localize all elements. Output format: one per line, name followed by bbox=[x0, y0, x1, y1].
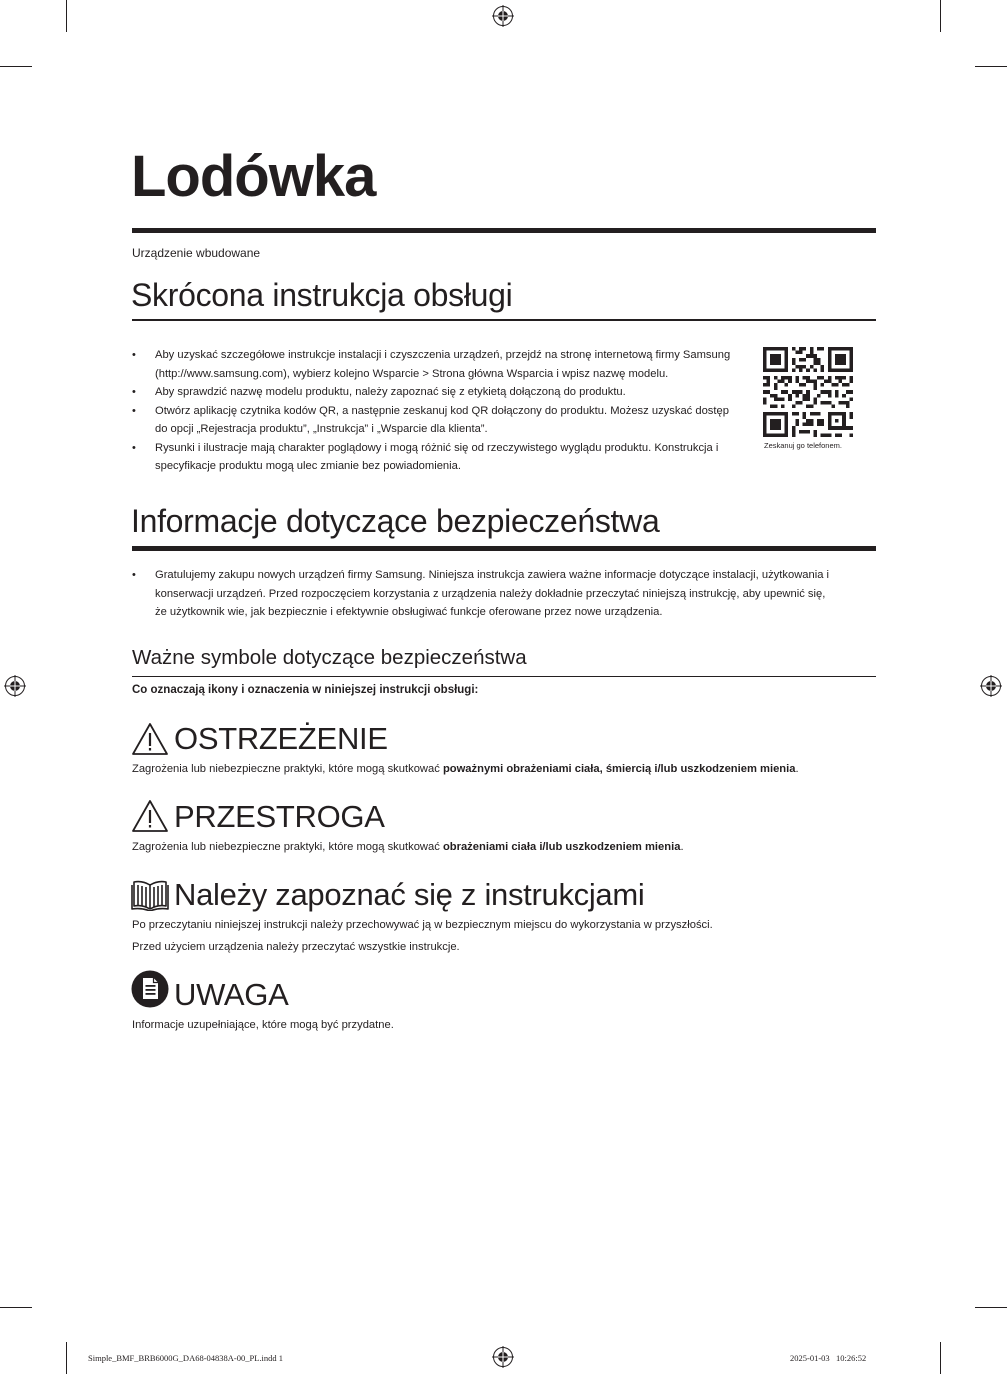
symbols-heading: Ważne symbole dotyczące bezpieczeństwa bbox=[132, 646, 527, 669]
list-item: • Otwórz aplikację czytnika kodów QR, a następnie zeskanuj kod QR dołączony do produktu. Możesz uzyskać dostęp do opcji „Rejestracja produktu”, „Instrukcja” i „Wsparcie dla klienta”. bbox=[132, 402, 738, 439]
page-subtitle: Urządzenie wbudowane bbox=[132, 246, 261, 260]
book-icon bbox=[131, 879, 169, 911]
crop-mark bbox=[940, 1342, 941, 1374]
note-icon bbox=[131, 970, 169, 1008]
warning-triangle-icon bbox=[131, 799, 169, 833]
registration-mark-icon bbox=[4, 675, 26, 697]
warning-triangle-icon bbox=[131, 722, 169, 756]
footer-filename: Simple_BMF_BRB6000G_DA68-04838A-00_PL.indd 1 bbox=[88, 1353, 284, 1363]
crop-mark bbox=[940, 0, 941, 32]
list-item: • Gratulujemy zakupu nowych urządzeń firmy Samsung. Niniejsza instrukcja zawiera ważne informacje dotyczące instalacji, użytkowania i konserwacji urządzeń. Przed rozpoczęciem korzystania z urządzenia należy dokładnie przeczytać niniejszą instrukcję, aby upewnić się, że użytkownik wie, jak bezpiecznie i efektywnie obsługiwać funkcje oferowane przez nowe urządzenia. bbox=[132, 566, 832, 622]
crop-mark bbox=[66, 1342, 67, 1374]
symbols-divider bbox=[132, 676, 876, 677]
qr-code-icon bbox=[763, 347, 853, 437]
qr-caption: Zeskanuj go telefonem. bbox=[764, 441, 842, 450]
footer-timestamp: 2025-01-03 10:26:52 bbox=[790, 1353, 867, 1363]
read-instructions-line-2: Przed użyciem urządzenia należy przeczytać wszystkie instrukcje. bbox=[132, 941, 460, 953]
title-divider bbox=[132, 228, 876, 233]
symbols-intro: Co oznaczają ikony i oznaczenia w niniejszej instrukcji obsługi: bbox=[132, 684, 479, 696]
read-instructions-title: Należy zapoznać się z instrukcjami bbox=[174, 877, 645, 912]
warning-title: OSTRZEŻENIE bbox=[174, 721, 388, 756]
caution-text-bold: obrażeniami ciała i/lub uszkodzeniem mienia bbox=[442, 841, 681, 853]
registration-mark-icon bbox=[492, 1346, 514, 1368]
warning-text: Zagrożenia lub niebezpieczne praktyki, które mogą skutkować bbox=[132, 763, 443, 775]
note-description: Informacje uzupełniające, które mogą być przydatne. bbox=[132, 1019, 394, 1031]
crop-mark bbox=[0, 1307, 32, 1308]
caution-title: PRZESTROGA bbox=[174, 799, 385, 834]
crop-mark bbox=[975, 66, 1007, 67]
list-item: • Aby sprawdzić nazwę modelu produktu, należy zapoznać się z etykietą dołączoną do produktu. bbox=[132, 383, 738, 402]
safety-divider bbox=[132, 546, 876, 551]
caution-description bbox=[132, 841, 684, 853]
warning-text-end: . bbox=[795, 763, 799, 775]
read-instructions-line-1: Po przeczytaniu niniejszej instrukcji należy przechowywać ją w bezpiecznym miejscu do wykorzystania w przyszłości. bbox=[132, 919, 713, 931]
note-title: UWAGA bbox=[174, 977, 289, 1012]
warning-description bbox=[132, 763, 799, 775]
list-item: • Aby uzyskać szczegółowe instrukcje instalacji i czyszczenia urządzeń, przejdź na stronę internetową firmy Samsung (http://www.samsung.com), wybierz kolejno Wsparcie > Strona główna Wsparcia i wpisz nazwę modelu. bbox=[132, 346, 738, 383]
crop-mark bbox=[66, 0, 67, 32]
quick-guide-list bbox=[132, 346, 738, 476]
warning-text-bold: poważnymi obrażeniami ciała, śmiercią i/lub uszkodzeniem mienia bbox=[442, 763, 796, 775]
crop-mark bbox=[0, 66, 32, 67]
page-title: Lodówka bbox=[131, 144, 376, 209]
registration-mark-icon bbox=[980, 675, 1002, 697]
caution-text-end: . bbox=[680, 841, 684, 853]
quick-guide-divider bbox=[132, 319, 876, 321]
list-item: • Rysunki i ilustracje mają charakter poglądowy i mogą różnić się od rzeczywistego wyglądu produktu. Konstrukcja i specyfikacje produktu mogą ulec zmianie bez powiadomienia. bbox=[132, 439, 738, 476]
safety-list bbox=[132, 566, 832, 622]
quick-guide-heading: Skrócona instrukcja obsługi bbox=[131, 277, 513, 313]
caution-text: Zagrożenia lub niebezpieczne praktyki, które mogą skutkować bbox=[132, 841, 443, 853]
registration-mark-icon bbox=[492, 5, 514, 27]
safety-heading: Informacje dotyczące bezpieczeństwa bbox=[131, 503, 660, 539]
crop-mark bbox=[975, 1307, 1007, 1308]
